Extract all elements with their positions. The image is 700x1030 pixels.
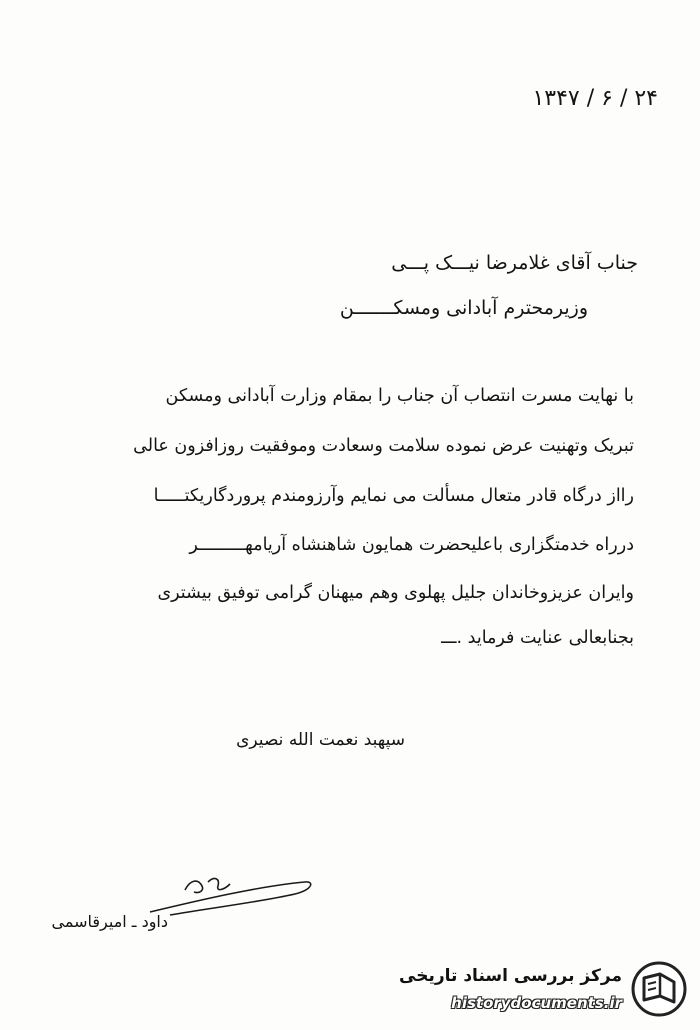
salutation-recipient: جناب آقای غلامرضا نیـــک پـــی — [391, 252, 638, 274]
body-line-6: بجنابعالی عنایت فرماید .ـــ — [441, 628, 634, 648]
body-line-2: تبریک وتهنیت عرض نموده سلامت وسعادت وموفقیت روزافزون عالی — [133, 436, 634, 456]
signature-name: داود ـ امیرقاسمی — [51, 912, 168, 931]
archive-title: مرکز بررسی اسناد تاریخی — [399, 966, 622, 986]
body-line-5: وایران عزیزوخاندان جلیل پهلوی وهم میهنان گرامی توفیق بیشتری — [157, 583, 634, 603]
archive-url: historydocuments.ir — [451, 994, 622, 1012]
archive-watermark — [399, 958, 688, 1024]
body-line-4: درراه خدمتگزاری باعلیحضرت همایون شاهنشاه آریامهـــــــــر — [189, 535, 634, 555]
body-line-1: با نهایت مسرت انتصاب آن جناب را بمقام وزارت آبادانی ومسکن — [165, 386, 634, 406]
letter-date: ۱۳۴۷ / ۶ / ۲۴ — [532, 86, 658, 111]
book-scroll-icon — [630, 960, 688, 1018]
salutation-title: وزیرمحترم آبادانی ومسکـــــــن — [339, 297, 588, 319]
body-line-3: رااز درگاه قادر متعال مسألت می نمایم وآرزومندم پروردگاریکتـــــا — [153, 486, 634, 506]
sender-name: سپهبد نعمت الله نصیری — [236, 730, 405, 750]
